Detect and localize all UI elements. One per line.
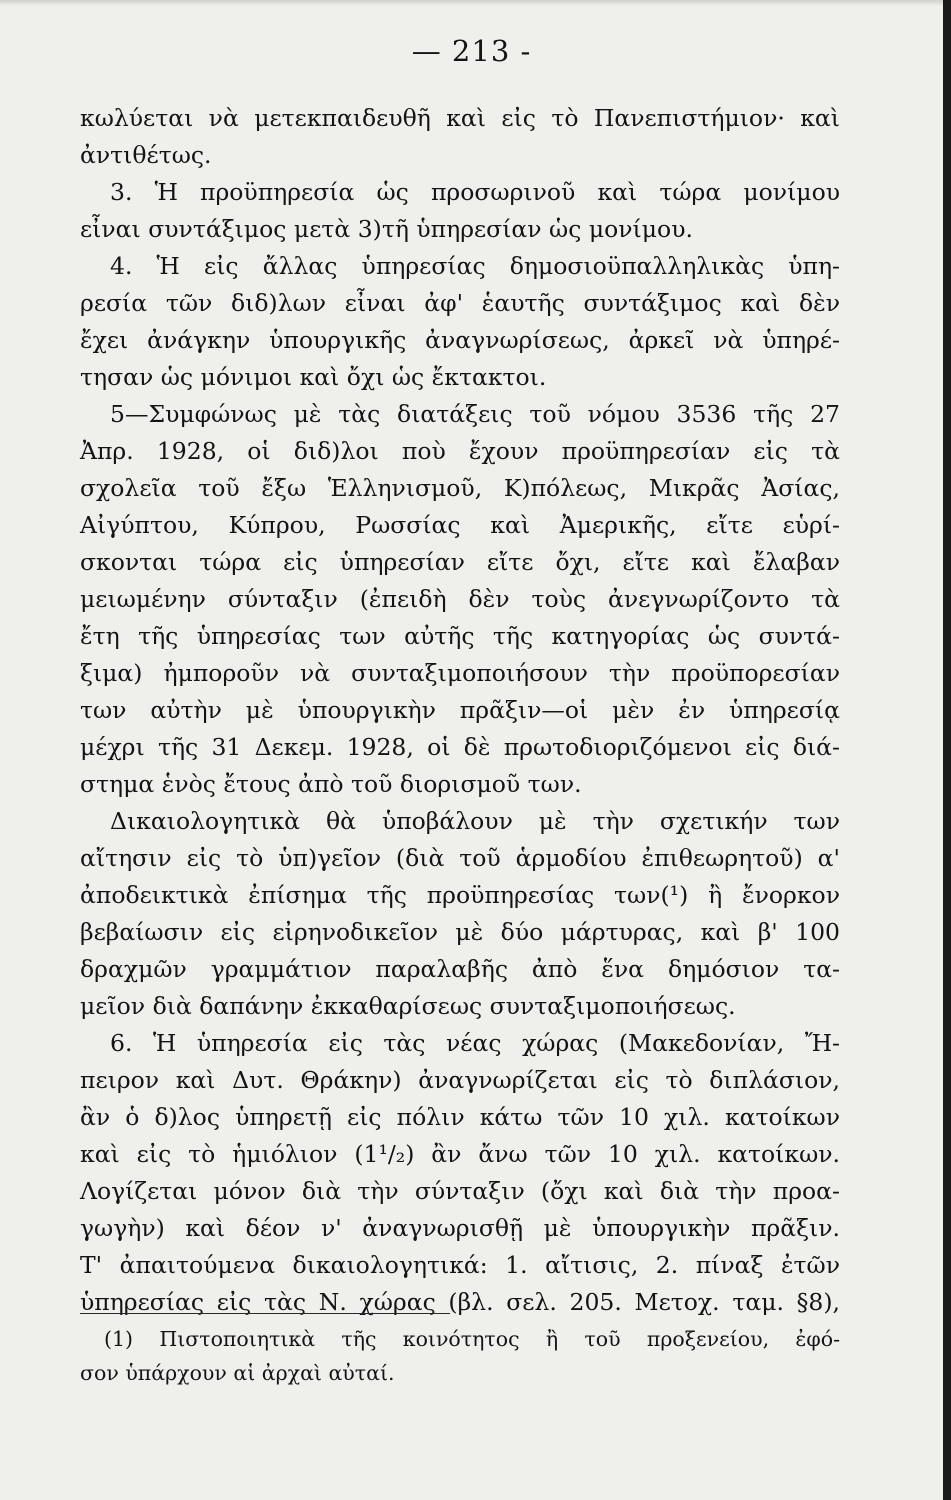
text-line: ἂν ὁ δ)λος ὑπηρετῇ εἰς πόλιν κάτω τῶν 10 χιλ. κατοίκων — [80, 1103, 840, 1131]
text-line: πειρον καὶ Δυτ. Θράκην) ἀναγνωρίζεται εἰς τὸ διπλάσιον, — [80, 1066, 840, 1094]
text-line: ἔτη τῆς ὑπηρεσίας των αὐτῆς τῆς κατηγορίας ὡς συντά- — [80, 622, 840, 650]
text-line: Αἰγύπτου, Κύπρου, Ρωσσίας καὶ Ἀμερικῆς, εἴτε εὑρί- — [80, 511, 840, 539]
text-line: ρεσία τῶν διδ)λων εἶναι ἀφ' ἑαυτῆς συντάξιμος καὶ δὲν — [80, 289, 840, 317]
text-line: σκονται τώρα εἰς ὑπηρεσίαν εἴτε ὄχι, εἴτε καὶ ἔλαβαν — [80, 548, 840, 576]
text-line: βεβαίωσιν εἰς εἰρηνοδικεῖον μὲ δύο μάρτυρας, καὶ β' 100 — [80, 918, 840, 946]
body-text — [80, 100, 840, 1321]
text-line: 3. Ἡ προϋπηρεσία ὡς προσωρινοῦ καὶ τώρα μονίμου — [110, 178, 840, 206]
text-line: μειωμένην σύνταξιν (ἐπειδὴ δὲν τοὺς ἀνεγνωρίζοντο τὰ — [80, 585, 840, 613]
footnote-line: (1) Πιστοποιητικὰ τῆς κοινότητος ἢ τοῦ προξενείου, ἐφό- — [104, 1327, 840, 1351]
text-line: καὶ εἰς τὸ ἡμιόλιον (1¹/₂) ἂν ἄνω τῶν 10 χιλ. κατοίκων. — [80, 1140, 840, 1168]
text-line: Λογίζεται μόνον διὰ τὴν σύνταξιν (ὄχι καὶ διὰ τὴν προα- — [80, 1177, 840, 1205]
text-line: μεῖον διὰ δαπάνην ἐκκαθαρίσεως συνταξιμοποιήσεως. — [80, 992, 736, 1020]
text-line: ἔχει ἀνάγκην ὑπουργικῆς ἀναγνωρίσεως, ἀρκεῖ νὰ ὑπηρέ- — [80, 326, 840, 354]
text-line: 4. Ἡ εἰς ἄλλας ὑπηρεσίας δημοσιοϋπαλληλικὰς ὑπη- — [110, 252, 840, 280]
text-line: των αὐτὴν μὲ ὑπουργικὴν πρᾶξιν—οἱ μὲν ἐν ὑπηρεσίᾳ — [80, 696, 840, 724]
footnote — [80, 1322, 840, 1390]
text-line: εἶναι συντάξιμος μετὰ 3)τῆ ὑπηρεσίαν ὡς μονίμου. — [80, 215, 693, 243]
page-number: — 213 - — [411, 34, 532, 68]
text-line: ξιμα) ἠμποροῦν νὰ συνταξιμοποιήσουν τὴν προϋπορεσίαν — [80, 659, 840, 687]
text-line: στημα ἑνὸς ἔτους ἀπὸ τοῦ διορισμοῦ των. — [80, 770, 582, 798]
text-line: 6. Ἡ ὑπηρεσία εἰς τὰς νέας χώρας (Μακεδονίαν, Ἤ- — [110, 1029, 840, 1057]
text-line: ἀντιθέτως. — [80, 141, 212, 169]
text-line: Τ' ἀπαιτούμενα δικαιολογητικά: 1. αἴτισις, 2. πίναξ ἐτῶν — [80, 1251, 840, 1279]
text-line: τησαν ὡς μόνιμοι καὶ ὄχι ὡς ἔκτακτοι. — [80, 363, 547, 391]
text-line: μέχρι τῆς 31 Δεκεμ. 1928, οἱ δὲ πρωτοδιοριζόμενοι εἰς διά- — [80, 733, 840, 761]
text-line: σχολεῖα τοῦ ἔξω Ἑλληνισμοῦ, Κ)πόλεως, Μικρᾶς Ἀσίας, — [80, 474, 840, 502]
text-line: δραχμῶν γραμμάτιον παραλαβῆς ἀπὸ ἕνα δημόσιον τα- — [80, 955, 840, 983]
text-line: Δικαιολογητικὰ θὰ ὑποβάλουν μὲ τὴν σχετικήν των — [110, 807, 840, 835]
text-line: γωγὴν) καὶ δέον ν' ἀναγνωρισθῇ μὲ ὑπουργικὴν πρᾶξιν. — [80, 1214, 840, 1242]
text-line: Ἀπρ. 1928, οἱ διδ)λοι ποὺ ἔχουν προϋπηρεσίαν εἰς τὰ — [80, 437, 840, 465]
text-line: ὑπηρεσίας εἰς τὰς Ν. χώρας (βλ. σελ. 205. Μετοχ. ταμ. §8), — [80, 1288, 840, 1316]
text-line: αἴτησιν εἰς τὸ ὑπ)γεῖον (διὰ τοῦ ἁρμοδίου ἐπιθεωρητοῦ) α' — [80, 844, 840, 872]
footnote-separator — [80, 1313, 450, 1314]
text-line: ἀποδεικτικὰ ἐπίσημα τῆς προϋπηρεσίας των(¹) ἢ ἔνορκον — [80, 881, 840, 909]
scan-right-edge — [943, 0, 951, 1500]
footnote-line: σον ὑπάρχουν αἱ ἀρχαὶ αὐταί. — [80, 1361, 395, 1385]
text-line: κωλύεται νὰ μετεκπαιδευθῆ καὶ εἰς τὸ Πανεπιστήμιον· καὶ — [80, 104, 840, 132]
text-line: 5—Συμφώνως μὲ τὰς διατάξεις τοῦ νόμου 3536 τῆς 27 — [110, 400, 840, 428]
